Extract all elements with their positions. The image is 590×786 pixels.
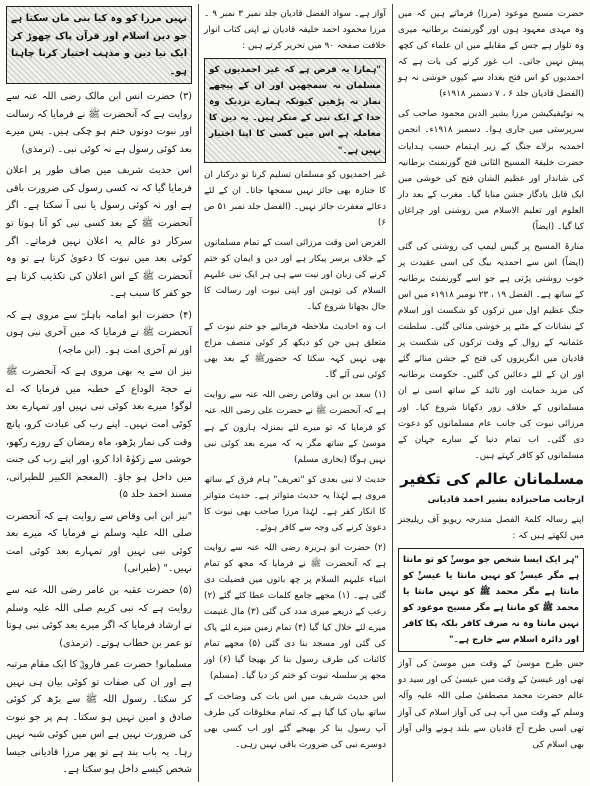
paragraph: نیز ان سے یہ بھی مروی ہے کہ آنحضرت ﷺ نے حجۃ الوداع کے خطبہ میں فرمایا کہ اے لوگو! میرے بعد کوئی نبی نہیں اور تمہارے بعد کوئی امت نہیں۔ اپنے رب کی عبادت کرو، پانچ وقت کی نماز پڑھو، ماہ رمضان کے روزے رکھو، خوشی سے زکوٰۃ ادا کرو، اور اپنے رب کی جنت میں داخل ہو جاؤ۔ (المعجم الکبیر للطبرانی، مسند احمد جلد ۵) (6, 366, 192, 501)
paragraph: آواز ہے۔ سواد الفضل قادیان جلد نمبر ۳ نمبر ۹ ۔ مرزا محمود احمد خلیفہ قادیان نے اپنی کتاب انوار خلافت صفحہ ۹۰ میں تحریر کرتے ہیں : (204, 9, 386, 52)
paragraph: جس طرح موسیٰ کے وقت میں موسیٰ کی آواز تھی اور عیسیٰ کے وقت میں عیسیٰ کی اور سید دو عالم حضرت محمد مصطفیٰ صلی اللہ علیہ وآلہ وسلم کے وقت میں آپ ہی کی آواز اسلام کی آواز تھی اسی طرح آج قادیان سے بلند ہونے والی آواز بھی اسلام کی (398, 659, 584, 750)
paragraph: اب وہ احادیث ملاحظہ فرمائیے جو ختم نبوت کے متعلق ہیں جن کو دیکھ کر کوئی منصف مزاج بھی نہیں کہہ سکتا کہ حضورﷺ کے بعد بھی کوئی نبی آئے گا۔ (204, 322, 386, 381)
paragraph: الغرض اس وقت مرزائی است کے تمام مسلمانوں کے خلاف برسر پیکار ہے اور دین و ایمان کو ختم کرنے کی زبان اور نیت سے ہی ہر ایک نبی علیہم السلام کی توہین اور اپنی نبوت اور رسالت کا جال بچھانا شروع کیا۔ (204, 237, 386, 313)
paragraph: "نیز ابن ابی وقاص سے روایت ہے کہ آنحضرت صلی اللہ علیہ وسلم نے فرمایا کہ میرے بعد کوئی نبی نہیں اور تمہارے بعد کوئی امت نہیں۔" (طبرانی) (6, 510, 192, 575)
column-left (6, 6, 192, 780)
paragraph: اس حدیث شریف میں صاف طور پر اعلان فرمایا گیا کہ نہ کسی رسول کی ضرورت باقی ہے اور نہ کوئی رسول یا نبی آ سکتا ہے۔ اگر آنحضرت ﷺ کے بعد کسی نبی کو آنا ہوتا تو سرکار دو عالم یہ اعلان نہیں فرماتے۔ اگر کوئی بعد میں نبوت کا دعویٰ کرتا ہے تو وہ آنحضرت ﷺ کے اس اعلان کی تکذیب کرتا ہے جو کفر کا سبب ہے۔ (6, 165, 192, 300)
shaded-quote: "ہمارا یہ فرض ہے کہ غیر احمدیوں کو مسلمان نہ سمجھیں اور ان کے پیچھے نماز نہ پڑھیں کیونکہ ہمارے نزدیک وہ خدا کے ایک نبی کے منکر ہیں۔ یہ دین کا معاملہ ہے اس میں کسی کا اپنا اختیار نہیں ہے۔" (204, 58, 386, 162)
shaded-quote: نہیں مرزا کو وہ کیا بنی مان سکتا ہے جو دین اسلام اور قرآن پاک چھوڑ کر ایک نیا دین و مذہب اختیار کرنا چاہتا ہو۔ (6, 6, 192, 84)
column-middle (204, 6, 386, 780)
paragraph: حضرت مسیح موعود (مرزا) فرماتے ہیں کہ میں وہ مہدی معہود ہوں اور گورنمنٹ برطانیہ میری وہ تلوار ہے جس کے مقابلے میں ان علماء کی کچھ پیش نہیں جاتی۔ اب غور کرنے کی بات ہے کہ احمدیوں کو اس فتح بغداد سے کیوں خوشی نہ ہو (الفضل قادیان جلد ۶ ، ۷ دسمبر ۱۹۱۸ء) (398, 9, 584, 100)
paragraph: اپنے رسالہ کلمۃ الفصل مندرجہ ریویو آف ریلیجنز میں لکھتے ہیں کہ : (398, 514, 584, 541)
hadith-item: حدیث لا نبی بعدی کو "تعریف" ہام فرق کے ساتھ مروی ہے لہٰذا یہ حدیث متواتر ہے۔ حدیث متواتر کا انکار کفر ہے۔ لہٰذا مرزا صاحب بھی نبوت کا دعویٰ کرنے کی وجہ سے کافر ہوئے۔ (204, 474, 386, 533)
hadith-item: (۲) حضرت ابو ہریرہ رضی اللہ عنہ سے روایت ہے کہ آنحضرت ﷺ نے فرمایا کہ مجھ کو تمام انبیاء علیہم السلام پر چھ باتوں میں فضیلت دی گئی ہے۔ (۱) مجھے جامع کلمات عطا کئے گئے (۲) رعب کے ذریعے میری مدد کی گئی (۳) مال غنیمت میرے لئے حلال کیا گیا (۴) تمام زمین میرے لئے پاک کی گئی اور مسجد بنا دی گئی (۵) مجھے تمام کائنات کی طرف رسول بنا کر بھیجا گیا (۶) اور مجھ پر سلسلہ نبوت کو ختم کر دیا گیا۔ (مسلم) (204, 542, 387, 682)
paragraph: اس حدیث شریف میں اس بات کی وضاحت کے ساتھ بیان کیا گیا ہے کہ تمام مخلوقات کی طرف آپ رسول بنا کر بھیجے گئے اور اب کسی بھی دوسرے نبی کی ضرورت باقی نہیں رہی۔ (204, 691, 386, 750)
column-divider (392, 4, 393, 782)
paragraph: مسلمانو! حضرت عمر فاروقؓ کا ایک مقام مرتبہ ہے اور ان کی صفات تو کوئی بیان ہی نہیں کر سکتا۔ رسول اللہ ﷺ سے بڑھ کر کوئی صادق و امین نہیں ہو سکتا۔ ہم پر جو نبوت کی ضرورت نہیں ہے اس میں کوئی شبہ نہیں رہا۔ یہ باب بند ہے تو پھر مرزا قادیانی جیسا شخص کیسے داخل ہو سکتا ہے۔ (5, 659, 192, 776)
column-right (398, 6, 584, 780)
hadith-item: (۱) سعد بن ابی وقاص رضی اللہ عنہ سے روایت ہے کہ آنحضرت ﷺ نے حضرت علی رضی اللہ عنہ کو فرمایا کہ تو میرے لئے بمنزلہ ہارون کے ہے موسیٰ کے ساتھ مگر یہ کہ میرے بعد کوئی نبی نہیں ہوگا (بخاری مسلم) (204, 390, 386, 465)
section-heading: مسلمانان عالم کی تکفیر (400, 469, 584, 488)
heading-subtitle: ازجانب صاحبزادہ بشیر احمد قادیانی (427, 494, 584, 505)
paragraph: منارۃ المسیح پر گیس لیمپ کی روشنی کی گئی (ایضاً) اس سے احمدیہ بیگ کی اسی عقیدت پر خوب روشنی پڑتی ہے جو اسے گورنمنٹ برطانیہ کے ساتھ ہے۔ الفضل ۱۹ ، ۲۳ نومبر ۱۹۱۸ء میں اس جنگ عظیم اول میں ترکوں کو شکست اور اسلام کے نشانات کے مٹنے پر خوشی منائی گئی۔ سلطنت عثمانیہ کے زوال کے وقت ترکوں کی شکست پر قادیان میں انگریزوں کی فتح کے جشن منائے گئے اور ان کے لئے دعائیں کی گئیں۔ حکومت برطانیہ کی مزید حمایت اور تائید کے ساتھ اسی نے ان مسلمانوں کے خلاف زور دکھانا شروع کیا۔ اور مرزائی نبوت کی جانب عام مسلمانوں کو دعوت دی گئی۔ اب تمام دنیا کے سارے جہان کے مسلمانوں کو کافر کہتے ہیں۔ (398, 241, 584, 461)
hadith-item: (۵) حضرت عقبہ بن عامر رضی اللہ عنہ سے روایت ہے کہ نبی کریم صلی اللہ علیہ وسلم نے ارشاد فرمایا کہ اگر میرے بعد کوئی نبی ہوتا تو عمر بن خطاب ہوتے۔ (ترمذی) (6, 584, 192, 649)
hadith-item: (۴) حضرت ابو امامہ باہلیؓ سے مروی ہے کہ آنحضرت ﷺ نے فرمایا کہ میں آخری نبی ہوں اور تم آخری امت ہو۔ (ابن ماجہ) (6, 309, 192, 356)
paragraph: یہ نوٹیفیکیشن مرزا بشیر الدین محمود صاحب کی سرپرستی میں جاری ہوا۔ دسمبر ۱۹۱۸ء۔ انجمن احمدیہ برلاے جنگ کے زیر اہتمام حسب ہدایات حضرت خلیفۃ المسیح الثانی فتح گورنمنٹ برطانیہ کی شاندار اور عظیم الشان فتح کی خوشی میں ایک قابل یادگار جشن منایا گیا۔ مغرب کے بعد دار العلوم اور تعلیم الاسلام میں روشنی اور چراغاں کیا گیا۔ (ایضاً) (398, 109, 584, 232)
column-divider (198, 4, 199, 782)
paragraph: غیر احمدیوں کو مسلمان تسلیم کرنا تو درکنار ان کا جنازہ بھی جائز نہیں سمجھا جاتا۔ ان کے لئے دعائے مغفرت جائز نہیں۔ (الفضل جلد نمبر ۵۱ ص ۶) (204, 169, 386, 228)
hadith-item: (۳) حضرت انس ابن مالک رضی اللہ عنہ سے روایت ہے کہ آنحضرت ﷺ نے فرمایا کہ رسالت اور نبوت دونوں ختم ہو چکی ہیں۔ پس میرے بعد کوئی رسول ہے نہ کوئی نبی۔ (ترمذی) (6, 91, 192, 155)
boxed-quote: "ہر ایک ایسا شخص جو موسیٰؑ کو تو مانتا ہے مگر عیسیٰؑ کو نہیں مانتا یا عیسیٰؑ کو مانتا ہے مگر محمد ﷺ کو نہیں مانتا یا محمد ﷺ کو مانتا ہے مگر مسیح موعود کو نہیں مانتا وہ نہ صرف کافر بلکہ پکا کافر اور دائرہ اسلام سے خارج ہے۔" (398, 548, 584, 652)
